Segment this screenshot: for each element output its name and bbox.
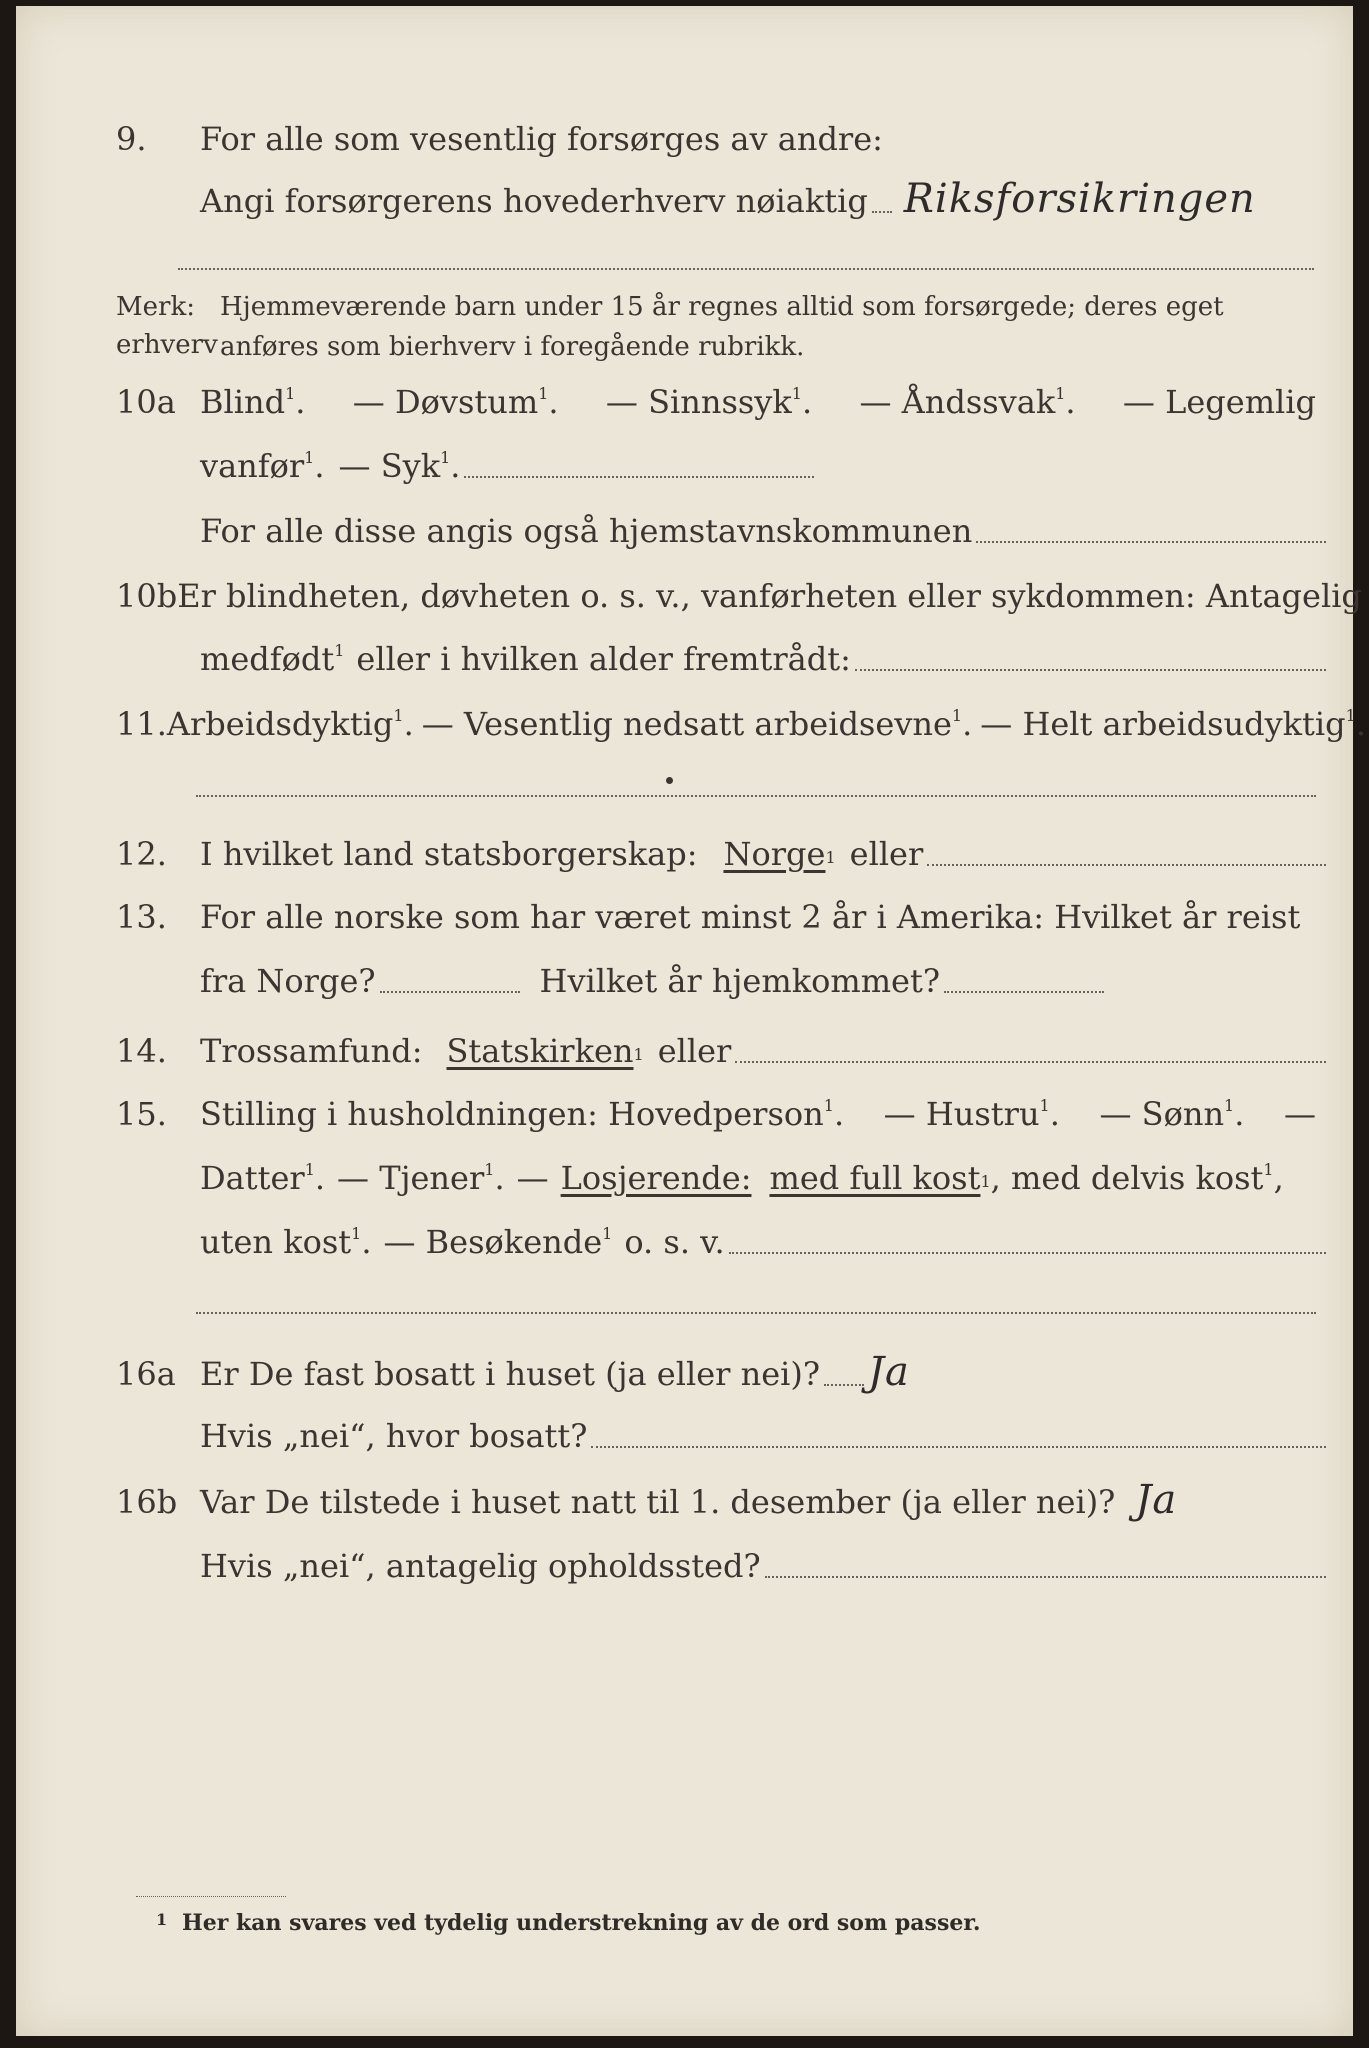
q14-number: 14. <box>116 1032 167 1070</box>
q16a-answer-handwritten[interactable]: Ja <box>868 1349 910 1395</box>
q14-eller: eller <box>657 1032 732 1070</box>
q11-line <box>116 704 1366 744</box>
q9-line2 <box>116 176 1326 222</box>
option-vanfor[interactable]: vanfør$^1$. <box>200 447 325 485</box>
q12-number: 12. <box>116 835 167 873</box>
footnote-text: Her kan svares ved tydelig understrekning av de ord som passer. <box>182 1910 981 1936</box>
option-datter[interactable]: Datter$^1$. <box>200 1159 326 1197</box>
q14-question: Trossamfund: <box>200 1032 423 1070</box>
q13-line1 <box>116 897 1326 937</box>
q13-hjemkommet: Hvilket år hjemkommet? <box>539 962 940 1000</box>
q15-line3 <box>116 1222 1326 1262</box>
option-full-kost[interactable]: med full kost <box>769 1159 981 1197</box>
q10a-line1 <box>116 382 1326 422</box>
option-besokende[interactable]: — Besøkende$^1$ <box>383 1223 613 1261</box>
option-nedsatt[interactable]: — Vesentlig nedsatt arbeidsevne$^1$. <box>421 705 973 743</box>
q16a-number: 16a <box>116 1355 176 1393</box>
q9-question-2: Angi forsørgerens hovederhverv nøiaktig <box>200 182 868 220</box>
q10b-line2 <box>116 639 1326 679</box>
option-arbeidsdyktig[interactable]: Arbeidsdyktig$^1$. <box>166 705 414 743</box>
q10b-blank[interactable] <box>855 669 1326 671</box>
q9-answer-handwritten[interactable]: Riksforsikringen <box>903 176 1256 222</box>
q15-dash: — <box>1283 1095 1316 1133</box>
q15-options-1 <box>200 1094 1316 1134</box>
option-blind[interactable]: Blind$^1$. <box>200 383 306 421</box>
q10a-hjemstavn: For alle disse angis også hjemstavnskommunen <box>200 512 973 550</box>
option-dovstum[interactable]: — Døvstum$^1$. <box>352 383 559 421</box>
q11-number: 11. <box>116 705 167 743</box>
q10a-hjemstavn-blank[interactable] <box>976 541 1326 543</box>
ink-dot <box>666 777 673 784</box>
option-sonn[interactable]: — Sønn$^1$. <box>1099 1095 1245 1133</box>
option-hovedperson[interactable]: Stilling i husholdningen: Hovedperson$^1$. <box>200 1095 845 1133</box>
q10a-line3 <box>116 511 1326 551</box>
q15-dash-2: — <box>516 1159 549 1197</box>
option-hustru[interactable]: — Hustru$^1$. <box>883 1095 1060 1133</box>
option-uten-kost[interactable]: uten kost$^1$. <box>200 1223 372 1261</box>
q14-blank[interactable] <box>735 1061 1326 1063</box>
merk-line2: anføres som bierhverv i foregående rubrikk. <box>220 332 805 362</box>
q16b-answer-handwritten[interactable]: Ja <box>1135 1477 1178 1523</box>
q9-question: For alle som vesentlig forsørges av andre: <box>200 120 883 158</box>
q16a-question: Er De fast bosatt i huset (ja eller nei)? <box>200 1355 821 1393</box>
option-tjener[interactable]: — Tjener$^1$. <box>337 1159 505 1197</box>
option-statskirken[interactable]: Statskirken <box>446 1032 634 1070</box>
option-legemlig[interactable]: — Legemlig <box>1122 383 1316 421</box>
option-delvis-kost[interactable]: , med delvis kost$^1$, <box>990 1159 1284 1197</box>
q13-reist: fra Norge? <box>200 962 376 1000</box>
option-losjerende[interactable]: Losjerende: <box>560 1159 752 1197</box>
q14-line: 14. Trossamfund: Statskirken $^1$ eller <box>116 1031 1326 1071</box>
footnote-rule <box>136 1896 286 1897</box>
q11-rule <box>196 795 1316 797</box>
q16b-number: 16b <box>116 1483 178 1521</box>
q15-line2: Datter$^1$. — Tjener$^1$. — Losjerende: med full kost $^1$ , med delvis kost$^1$, <box>200 1159 1284 1197</box>
q16a-line1 <box>116 1349 1326 1395</box>
option-medfodt[interactable]: medfødt$^1$ <box>200 640 345 678</box>
q10a-options <box>200 382 1316 422</box>
q12-question: I hvilket land statsborgerskap: <box>200 835 698 873</box>
q10a-blank[interactable] <box>464 476 814 478</box>
q13-question: For alle norske som har været minst 2 år i Amerika: Hvilket år reist <box>200 898 1301 936</box>
q16a-blank[interactable] <box>591 1446 1326 1448</box>
q12-eller: eller <box>849 835 924 873</box>
q16b-question: Var De tilstede i huset natt til 1. desember (ja eller nei)? <box>200 1483 1116 1521</box>
q10a-number: 10a <box>116 383 176 421</box>
q16b-line2 <box>116 1546 1326 1586</box>
q10b-question: Er blindheten, døvheten o. s. v., vanførheten eller sykdommen: Antagelig <box>177 577 1362 615</box>
q9-number: 9. <box>116 120 147 158</box>
census-form-page <box>16 6 1366 2036</box>
option-sinnssyk[interactable]: — Sinnssyk$^1$. <box>605 383 813 421</box>
q16a-line2 <box>116 1416 1326 1456</box>
option-norge[interactable]: Norge <box>723 835 826 873</box>
q16b-followup: Hvis „nei“, antagelig opholdssted? <box>200 1547 761 1585</box>
option-syk[interactable]: — Syk$^1$. <box>338 447 461 485</box>
footnote <box>156 1910 981 1936</box>
q9-rule <box>178 268 1314 270</box>
q12-blank[interactable] <box>927 864 1326 866</box>
q10a-line2 <box>116 446 1326 486</box>
q15-number: 15. <box>116 1095 167 1133</box>
q13-line2 <box>116 961 1326 1001</box>
q13-reist-blank[interactable] <box>380 991 520 993</box>
q16a-followup: Hvis „nei“, hvor bosatt? <box>200 1417 588 1455</box>
footnote-mark: 1 <box>156 1910 168 1929</box>
option-udyktig[interactable]: — Helt arbeidsudyktig$^1$. <box>980 705 1366 743</box>
q16b-blank[interactable] <box>765 1576 1326 1578</box>
q9-line1 <box>116 119 1326 159</box>
q12-line: 12. I hvilket land statsborgerskap: Norge $^1$ eller <box>116 834 1326 874</box>
q16b-line1 <box>116 1477 1326 1523</box>
option-andssvak[interactable]: — Åndssvak$^1$. <box>859 383 1076 421</box>
q10b-alder: eller i hvilken alder fremtrådt: <box>356 640 851 678</box>
q13-hjemkommet-blank[interactable] <box>944 991 1104 993</box>
q15-blank[interactable] <box>729 1252 1326 1254</box>
q15-osv: o. s. v. <box>624 1223 725 1261</box>
q13-number: 13. <box>116 898 167 936</box>
q10b-number: 10b <box>116 577 178 615</box>
merk-line1: Hjemmeværende barn under 15 år regnes alltid som forsørgede; deres eget erhverv <box>116 292 1224 360</box>
q15-rule <box>196 1312 1316 1314</box>
q10b-line1 <box>116 576 1362 616</box>
merk-label: Merk: <box>116 292 195 322</box>
q15-line1 <box>116 1094 1326 1134</box>
